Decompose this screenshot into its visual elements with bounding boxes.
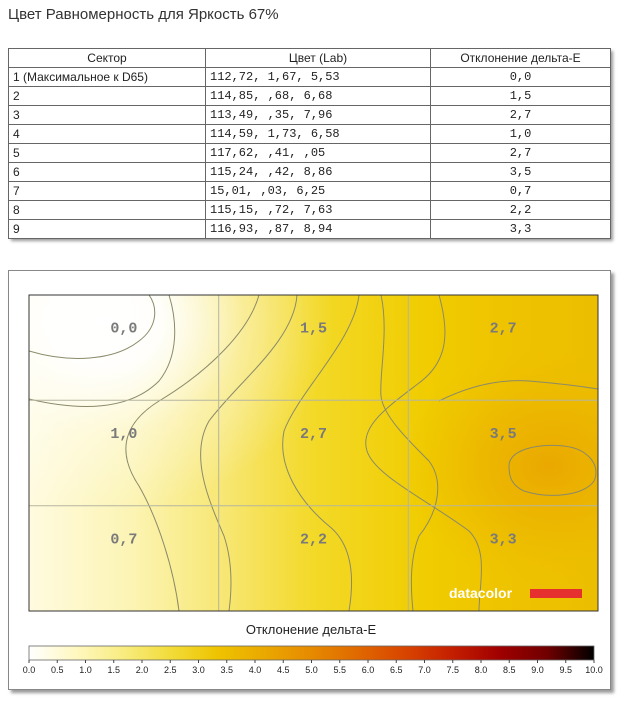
uniformity-table-container [8,48,610,238]
table-header-row [9,49,611,68]
cell-label: 3,5 [489,426,517,443]
cell-label: 1,0 [110,426,138,443]
cell-lab: 115,24, ,42, 8,86 [206,163,431,182]
legend-tick-label: 4.0 [248,665,262,675]
cell-sector: 7 [9,182,206,201]
legend-tick-label: 7.0 [418,665,431,675]
legend-tick-label: 8.0 [474,665,488,675]
cell-sector: 9 [9,220,206,239]
cell-sector: 6 [9,163,206,182]
cell-label: 2,7 [299,426,328,443]
cell-delta-e: 2,7 [431,144,611,163]
cell-label: 2,2 [299,531,328,549]
table-row [9,182,611,201]
cell-sector: 1 (Максимальное к D65) [9,68,206,87]
legend-tick-label: 10.0 [585,665,603,675]
legend-tick-label: 5.5 [333,665,347,675]
legend-tick-label: 8.5 [502,665,516,675]
header-delta-e: Отклонение дельта-E [431,49,611,68]
cell-delta-e: 3,3 [431,220,611,239]
cell-lab: 113,49, ,35, 7,96 [206,106,431,125]
cell-delta-e: 2,2 [431,201,611,220]
legend-tick-label: 1.0 [79,665,92,675]
header-sector: Сектор [9,49,206,68]
legend-tick-label: 9.5 [559,665,573,675]
cell-sector: 4 [9,125,206,144]
cell-lab: 116,93, ,87, 8,94 [206,220,431,239]
table-row [9,106,611,125]
legend-tick-label: 7.5 [446,665,460,675]
cell-lab: 115,15, ,72, 7,63 [206,201,431,220]
cell-sector: 8 [9,201,206,220]
cell-lab: 114,59, 1,73, 6,58 [206,125,431,144]
legend-tick-label: 0.5 [50,665,64,675]
table-row [9,220,611,239]
uniformity-chart-frame [8,270,611,690]
cell-delta-e: 0,0 [431,68,611,87]
legend-title: Отклонение дельта-E [245,622,377,637]
cell-lab: 15,01, ,03, 6,25 [206,182,431,201]
legend-tick-label: 2.5 [163,665,177,675]
cell-lab: 117,62, ,41, ,05 [206,144,431,163]
legend-tick-label: 6.0 [361,665,375,675]
page-title: Цвет Равномерность для Яркость 67% [8,6,279,23]
cell-lab: 114,85, ,68, 6,68 [206,87,431,106]
table-row [9,163,611,182]
datacolor-logo: datacolor [449,585,513,601]
legend-tick-label: 3.0 [192,665,205,675]
header-lab: Цвет (Lab) [206,49,431,68]
legend-tick-label: 0.0 [22,665,36,675]
cell-label: 1,5 [299,320,328,338]
table-row [9,125,611,144]
legend-tick-label: 3.5 [220,665,234,675]
color-legend [23,646,603,675]
cell-sector: 5 [9,144,206,163]
legend-tick-label: 2.0 [135,665,149,675]
legend-tick-label: 1.5 [107,665,121,675]
cell-label: 3,3 [489,531,517,549]
cell-delta-e: 0,7 [431,182,611,201]
cell-delta-e: 3,5 [431,163,611,182]
legend-tick-label: 9.0 [531,665,544,675]
legend-tick-label: 4.5 [276,665,290,675]
cell-label: 0,7 [110,531,138,549]
table-row [9,144,611,163]
cell-lab: 112,72, 1,67, 5,53 [206,68,431,87]
uniformity-table [8,48,611,239]
table-row [9,87,611,106]
legend-tick-label: 5.0 [305,665,318,675]
brand-bar [530,589,582,598]
cell-sector: 3 [9,106,206,125]
cell-label: 2,7 [489,320,517,338]
cell-delta-e: 1,5 [431,87,611,106]
cell-delta-e: 1,0 [431,125,611,144]
heatmap-surface [29,295,598,611]
legend-tick-label: 6.5 [389,665,403,675]
uniformity-heatmap [9,271,610,689]
cell-sector: 2 [9,87,206,106]
legend-gradient-bar [29,646,594,660]
table-row [9,201,611,220]
table-row [9,68,611,87]
cell-label: 0,0 [110,320,138,338]
cell-delta-e: 2,7 [431,106,611,125]
